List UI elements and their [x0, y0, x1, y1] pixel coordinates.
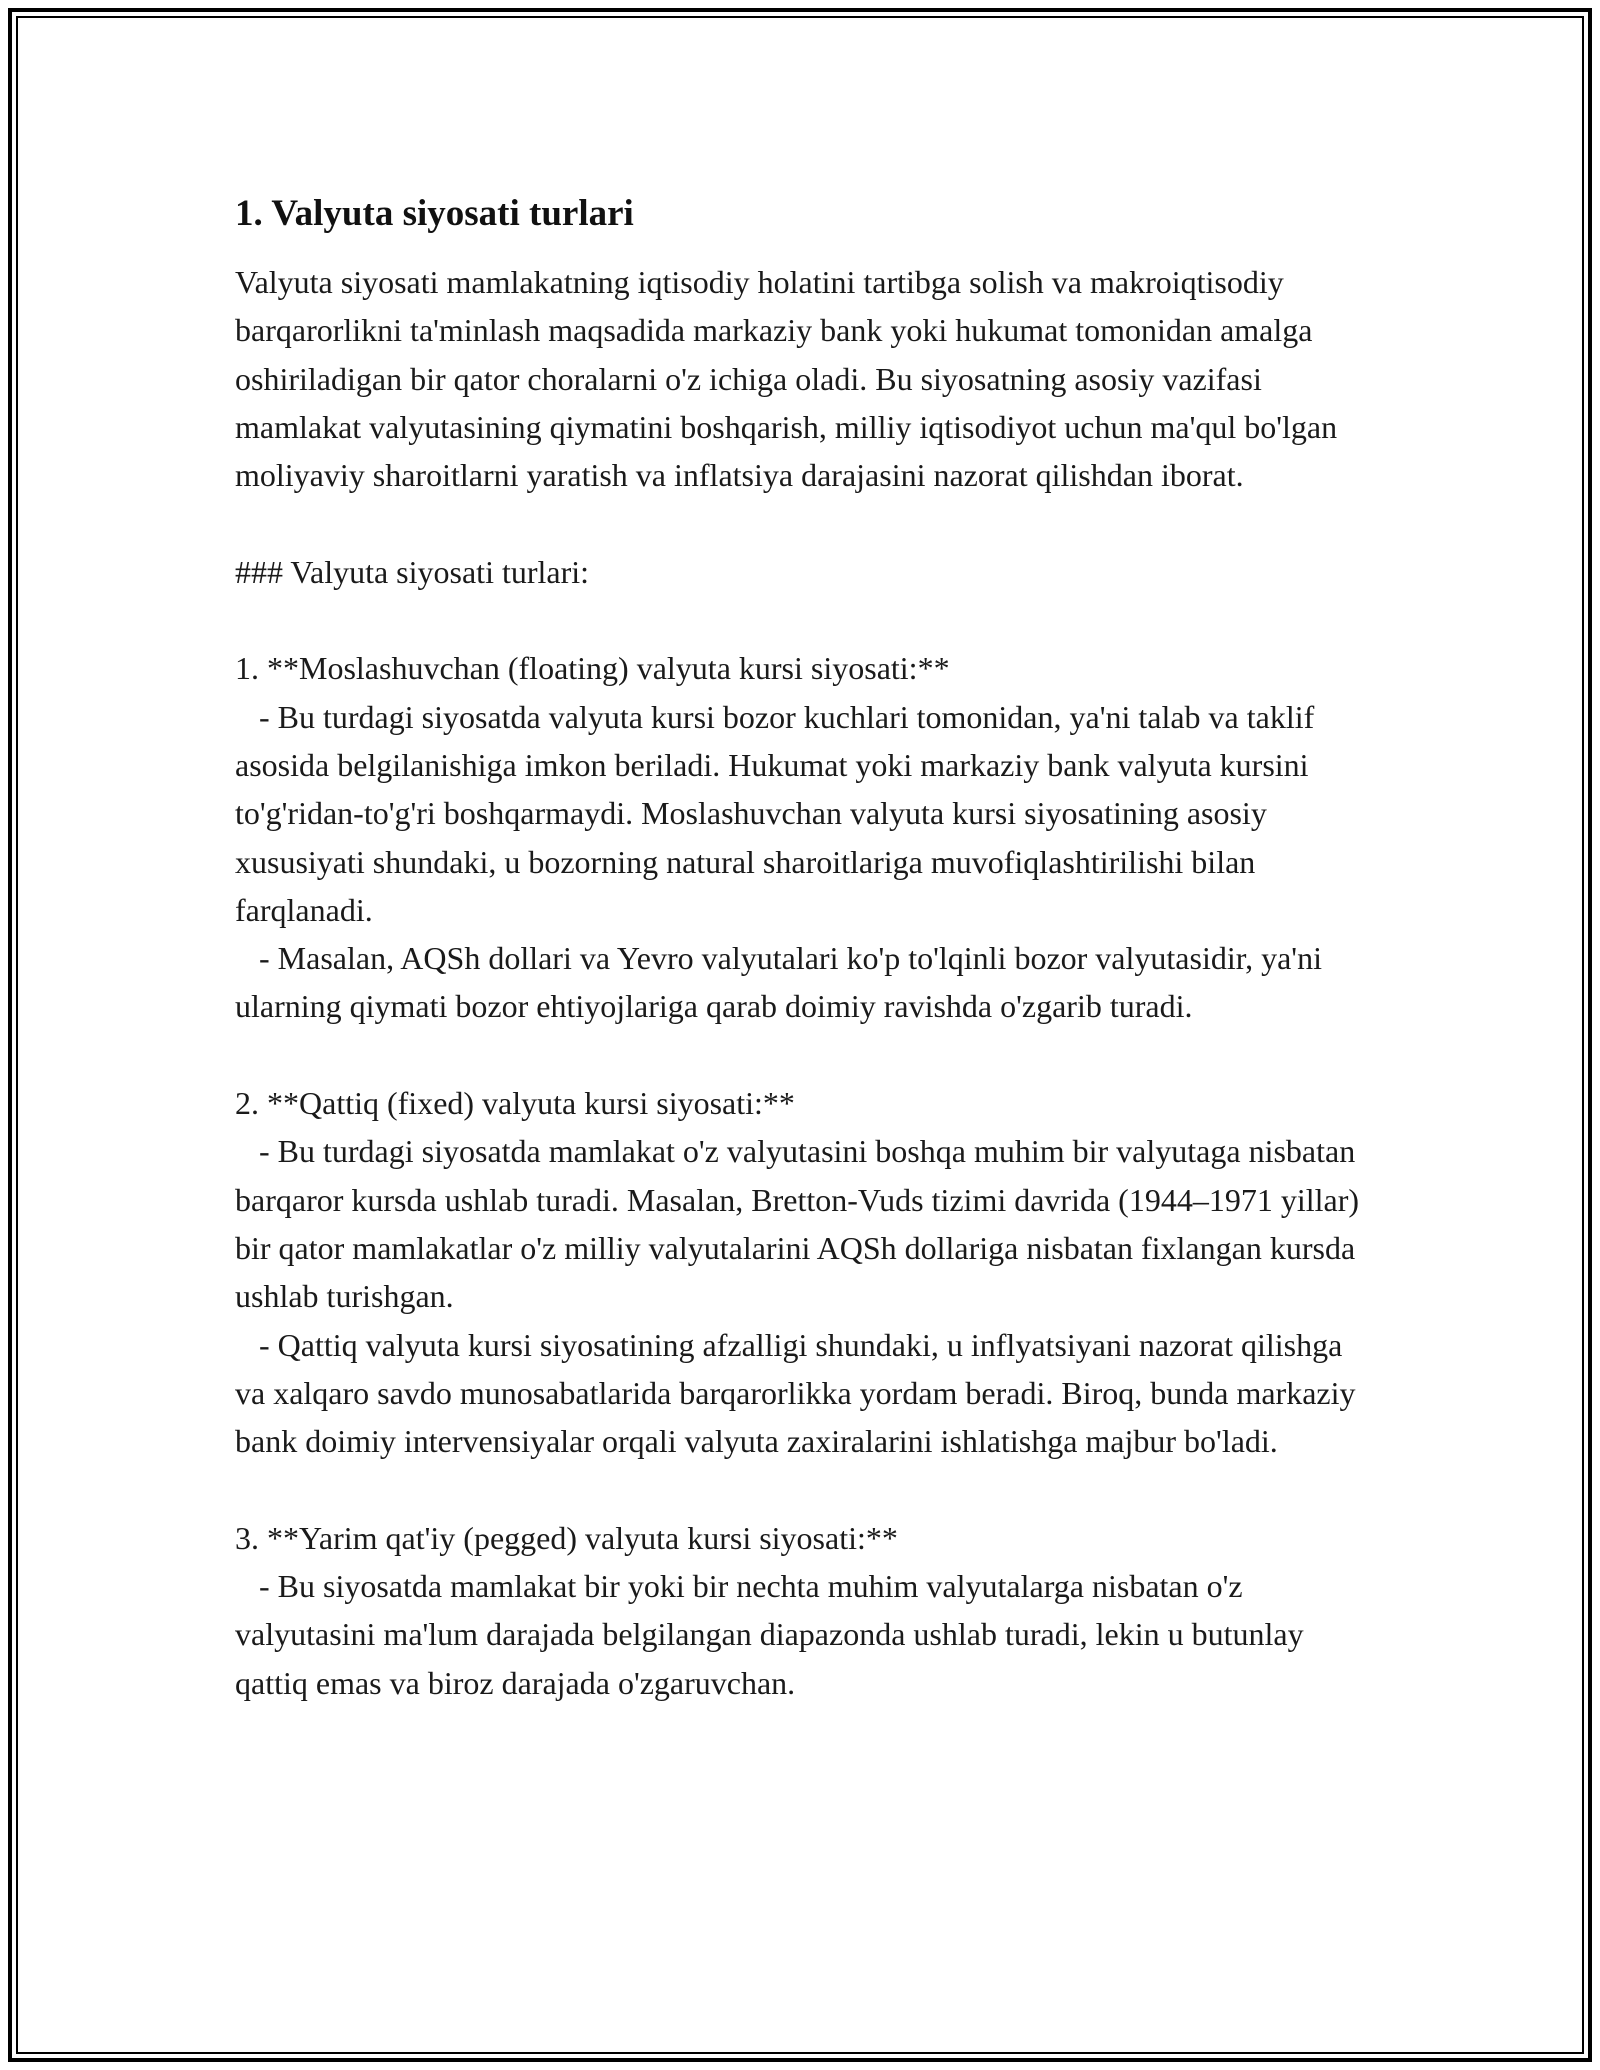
document-body [235, 186, 1375, 1707]
spacer [235, 1465, 1375, 1513]
item-point: - Bu siyosatda mamlakat bir yoki bir nechta muhim valyutalarga nisbatan o'z valyutasini ma'lum darajada belgilangan diapazonda ushlab turadi, lekin u butunlay qattiq emas va biroz darajada o'zgaruvchan. [235, 1568, 1312, 1701]
item-heading-fixed: 2. **Qattiq (fixed) valyuta kursi siyosati:** [235, 1085, 795, 1122]
spacer [235, 1031, 1375, 1079]
document-title: 1. Valyuta siyosati turlari [235, 193, 634, 234]
item-point: - Bu turdagi siyosatda mamlakat o'z valyutasini boshqa muhim bir valyutaga nisbatan barqaror kursda ushlab turadi. Masalan, Bretton-Vuds tizimi davrida (1944–1971 yillar) bir qator mamlakatlar o'z milliy valyutalarini AQSh dollariga nisbatan fixlangan kursda ushlab turishgan. [235, 1133, 1368, 1315]
intro-paragraph: Valyuta siyosati mamlakatning iqtisodiy holatini tartibga solish va makroiqtisodiy barqarorlikni ta'minlash maqsadida markaziy bank yoki hukumat tomonidan amalga oshiriladigan bir qator choralarni o'z ichiga oladi. Bu siyosatning asosiy vazifasi mamlakat valyutasining qiymatini boshqarish, milliy iqtisodiyot uchun ma'qul bo'lgan moliyaviy sharoitlarni yaratish va inflatsiya darajasini nazorat qilishdan iborat. [235, 264, 1346, 494]
item-point: - Bu turdagi siyosatda valyuta kursi bozor kuchlari tomonidan, ya'ni talab va taklif asosida belgilanishiga imkon beriladi. Hukumat yoki markaziy bank valyuta kursini to'g'ridan-to'g'ri boshqarmaydi. Moslashuvchan valyuta kursi siyosatining asosiy xususiyati shundaki, u bozorning natural sharoitlariga muvofiqlashtirilishi bilan farqlanadi. [235, 698, 1323, 928]
spacer [235, 499, 1375, 547]
item-point: - Qattiq valyuta kursi siyosatining afzalligi shundaki, u inflyatsiyani nazorat qilishga va xalqaro savdo munosabatlarida barqarorlikka yordam beradi. Biroq, bunda markaziy bank doimiy intervensiyalar orqali valyuta zaxiralarini ishlatishga majbur bo'ladi. [235, 1326, 1364, 1460]
section-subheading: ### Valyuta siyosati turlari: [235, 553, 590, 590]
item-heading-floating: 1. **Moslashuvchan (floating) valyuta kursi siyosati:** [235, 650, 950, 687]
item-heading-pegged: 3. **Yarim qat'iy (pegged) valyuta kursi siyosati:** [235, 1519, 898, 1556]
spacer [235, 596, 1375, 644]
item-point: - Masalan, AQSh dollari va Yevro valyutalari ko'p to'lqinli bozor valyutasidir, ya'ni ularning qiymati bozor ehtiyojlariga qarab doimiy ravishda o'zgarib turadi. [235, 940, 1330, 1025]
